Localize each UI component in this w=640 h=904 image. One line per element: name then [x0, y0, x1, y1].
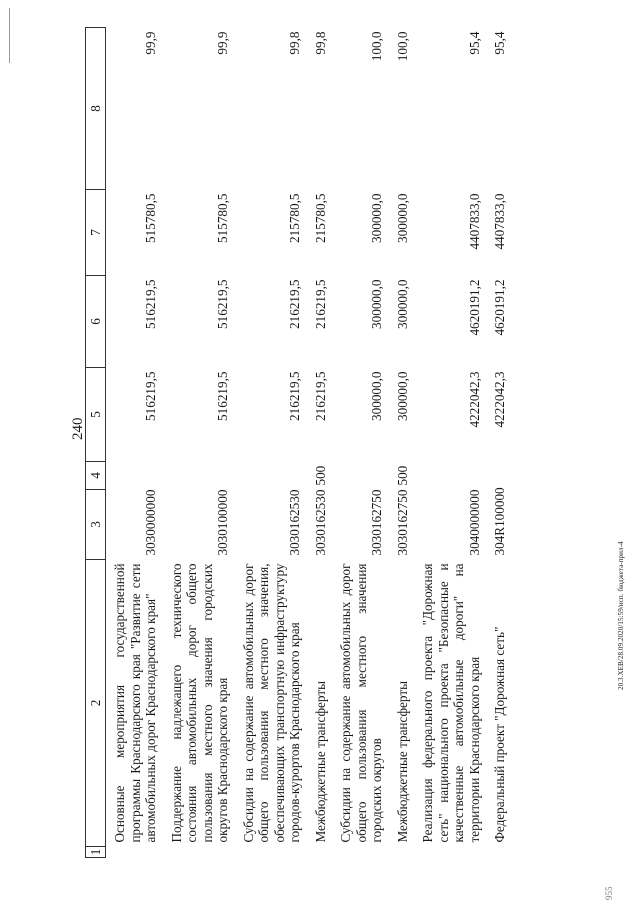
footer-code: 20.3.XEB/28.09.2020/15:59/исп. бюджета-прил-4: [617, 541, 625, 690]
row-value-6: 4620191,2: [466, 279, 482, 336]
table-row: [163, 28, 235, 858]
header-col-8: 8: [86, 28, 106, 190]
row-value-8: 99,9: [143, 31, 158, 55]
row-code: 3030100000: [215, 489, 230, 556]
row-value-5: 300000,0: [369, 371, 384, 421]
row-value-6: 4620191,2: [492, 279, 507, 336]
rotated-table-frame: [85, 28, 613, 858]
table-row: [414, 28, 486, 858]
row-value-6: 516219,5: [143, 279, 158, 329]
table-row: [235, 28, 307, 858]
row-value-5: 516219,5: [143, 371, 158, 421]
table-row: [389, 28, 415, 858]
row-value-8: 99,8: [312, 31, 328, 55]
row-value-6: 216219,5: [312, 279, 328, 329]
row-value-5: 216219,5: [287, 371, 302, 421]
page-number: 240: [70, 417, 86, 440]
row-value-8: 95,4: [466, 31, 482, 55]
row-value-8: 100,0: [394, 31, 410, 62]
row-type: [486, 462, 512, 490]
row-type: 500: [394, 465, 410, 486]
row-value-6: 516219,5: [215, 279, 230, 329]
table-row: [106, 28, 163, 858]
row-code: 3030162530: [312, 489, 328, 556]
row-value-7: 4407833,0: [466, 193, 482, 250]
row-value-5: 516219,5: [215, 371, 230, 421]
row-value-7: 4407833,0: [492, 193, 507, 250]
table-row: [486, 28, 512, 858]
left-margin-line: [9, 8, 10, 63]
header-col-1: 1: [86, 847, 106, 858]
row-code: 3040000000: [466, 489, 482, 556]
row-type: [414, 462, 486, 490]
row-type: [106, 462, 163, 490]
row-name: Субсидии на содержание автомобильных дорог общего пользования местного значения, обеспечивающих транспортную инфраструктуру городов-курортов Краснодарского края: [240, 563, 302, 843]
row-value-6: 300000,0: [369, 279, 384, 329]
corner-number: 955: [604, 886, 614, 900]
table-row: [332, 28, 389, 858]
row-type: 500: [312, 465, 328, 486]
budget-table: [85, 27, 512, 858]
row-code: 3030162530: [287, 489, 302, 556]
row-value-7: 300000,0: [369, 193, 384, 243]
row-value-5: 300000,0: [394, 371, 410, 421]
header-col-3: 3: [86, 490, 106, 560]
row-value-7: 300000,0: [394, 193, 410, 243]
row-value-7: 515780,5: [215, 193, 230, 243]
row-name: Федеральный проект "Дорожная сеть": [492, 626, 507, 843]
row-code: 304R100000: [492, 487, 507, 556]
row-type: [235, 462, 307, 490]
table-row: [307, 28, 333, 858]
row-code: 3030162750: [394, 489, 410, 556]
row-value-7: 515780,5: [143, 193, 158, 243]
row-value-5: 4222042,3: [492, 371, 507, 428]
row-name: Межбюджетные трансферты: [312, 681, 328, 843]
row-name: Основные мероприятия государственной программы Краснодарского края "Развитие сети автомобильных дорог Краснодарского края": [112, 563, 158, 843]
row-value-8: 99,8: [287, 31, 302, 55]
header-col-5: 5: [86, 368, 106, 462]
header-col-4: 4: [86, 462, 106, 490]
row-name: Реализация федерального проекта "Дорожная сеть" национального проекта "Безопасные и качественные автомобильные дороги" на территории Краснодарского края: [420, 563, 482, 843]
row-type: [332, 462, 389, 490]
row-name: Субсидии на содержание автомобильных дорог общего пользования местного значения городских округов: [338, 563, 384, 843]
row-type: [163, 462, 235, 490]
row-value-5: 4222042,3: [466, 371, 482, 428]
table-header-row: [86, 28, 106, 858]
row-code: 3030162750: [369, 489, 384, 556]
row-value-5: 216219,5: [312, 371, 328, 421]
header-col-6: 6: [86, 276, 106, 368]
header-col-2: 2: [86, 560, 106, 847]
row-value-6: 300000,0: [394, 279, 410, 329]
row-value-6: 216219,5: [287, 279, 302, 329]
row-value-8: 100,0: [369, 31, 384, 62]
row-name: Поддержание надлежащего технического состояния автомобильных дорог общего пользования местного значения городских округов Краснодарского края: [168, 563, 230, 843]
row-value-8: 95,4: [492, 31, 507, 55]
row-value-8: 99,9: [215, 31, 230, 55]
row-value-7: 215780,5: [312, 193, 328, 243]
header-col-7: 7: [86, 190, 106, 276]
row-value-7: 215780,5: [287, 193, 302, 243]
row-name: Межбюджетные трансферты: [394, 681, 410, 843]
row-code: 3030000000: [143, 489, 158, 556]
